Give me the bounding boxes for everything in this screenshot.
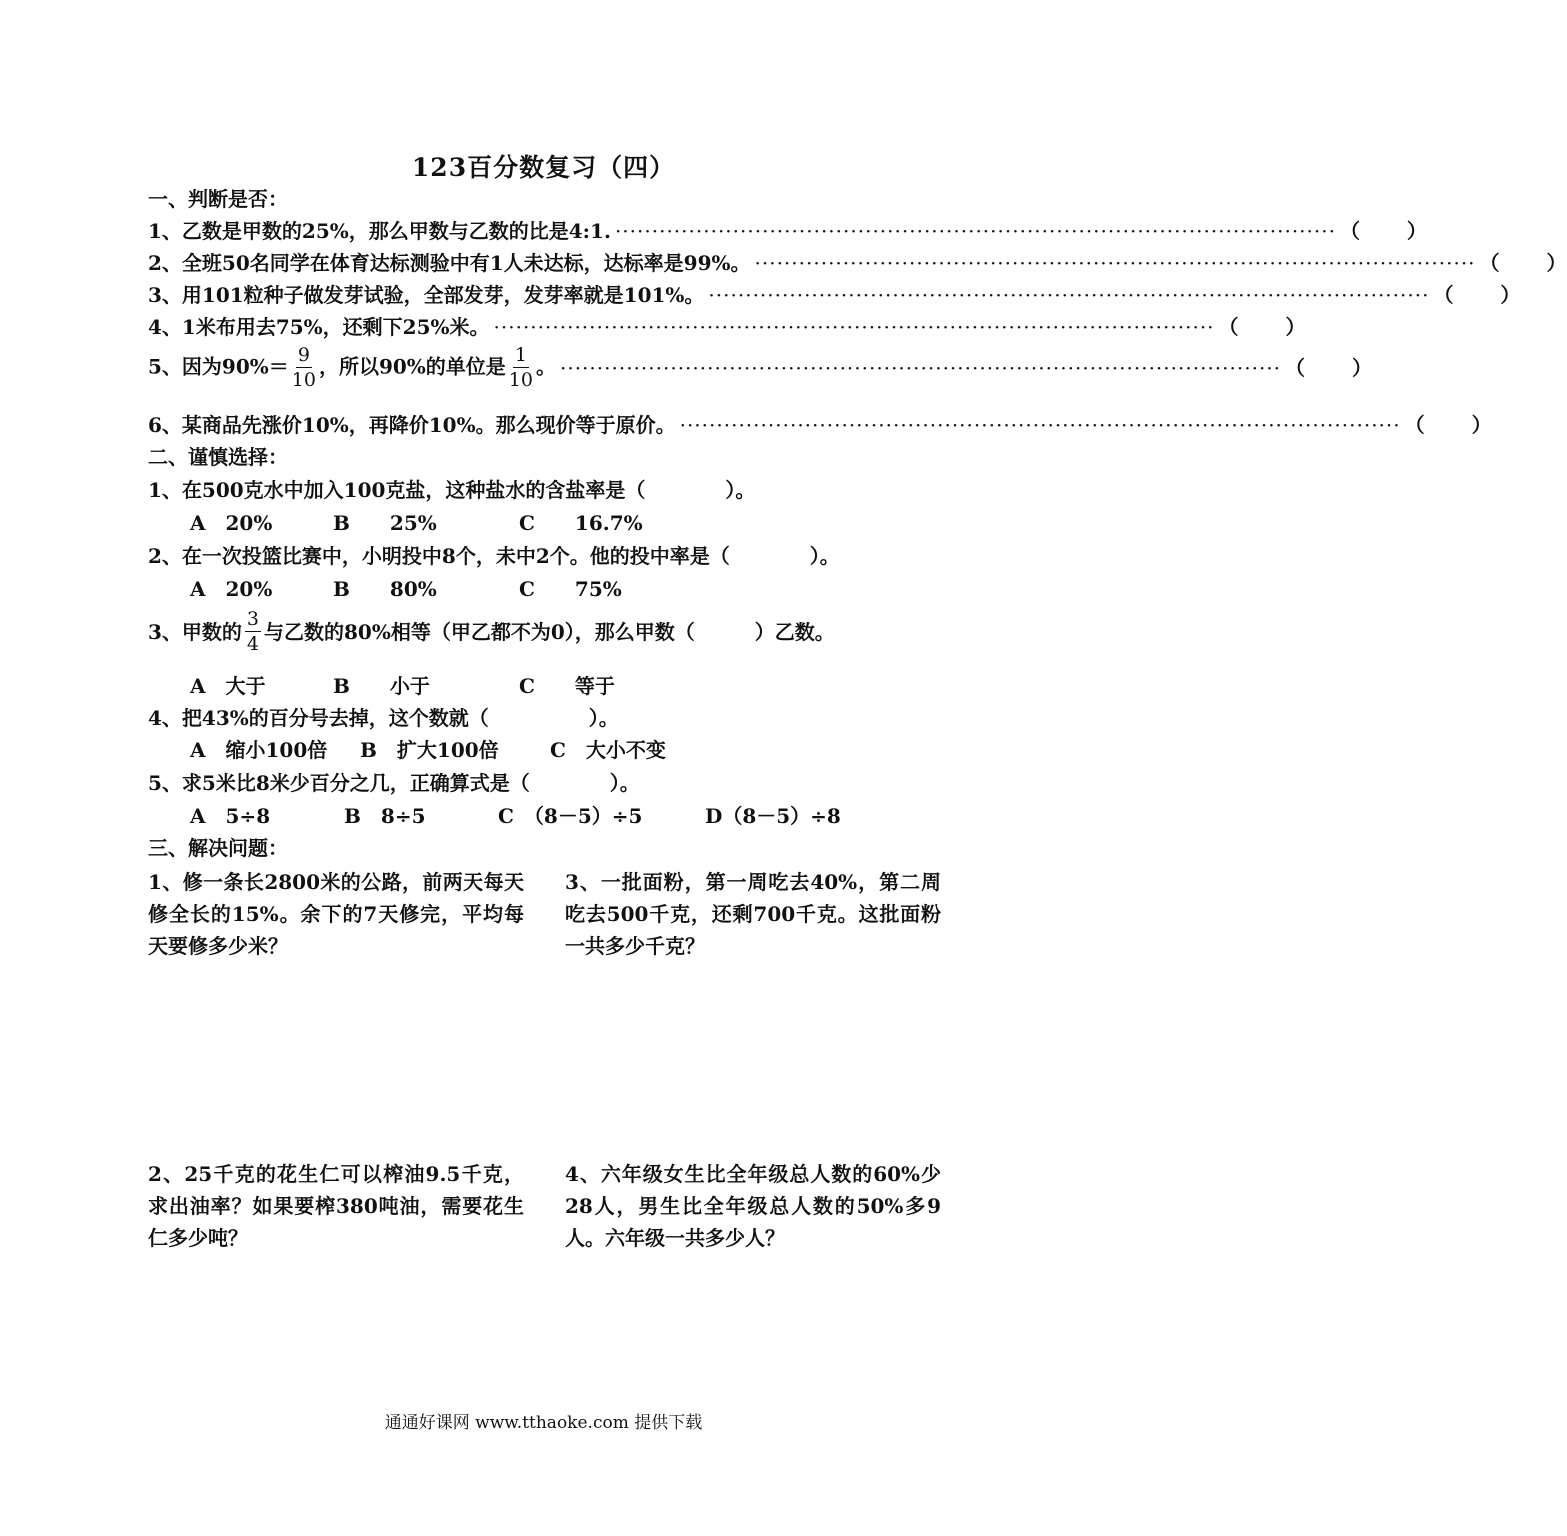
judge-text-part: ，所以90%的单位是	[318, 354, 506, 379]
judge-item-4	[148, 315, 1306, 339]
option-b: B 小于	[333, 674, 430, 698]
judge-text-part: 5、因为90%＝	[148, 354, 289, 379]
choice-options-5	[190, 804, 841, 828]
answer-paren: （ ）	[1404, 413, 1492, 437]
option-b: B 80%	[333, 577, 437, 601]
option-a: A 20%	[190, 511, 273, 535]
judge-item-text: 3、用101粒种子做发芽试验，全部发芽，发芽率就是101%。	[148, 283, 705, 307]
judge-text-part: 。	[535, 354, 556, 379]
option-c: C 大小不变	[550, 738, 666, 762]
choice-question-4: 4、把43%的百分号去掉，这个数就（ ）。	[148, 706, 619, 730]
answer-paren: （ ）	[1339, 219, 1427, 243]
option-a: A 大于	[190, 674, 266, 698]
fraction-numerator: 1	[514, 344, 527, 366]
option-c: C 75%	[519, 577, 622, 601]
fraction	[509, 346, 533, 390]
option-b: B 8÷5	[344, 804, 426, 828]
answer-paren: （ ）	[1479, 251, 1567, 275]
judge-item-text	[148, 346, 556, 390]
answer-paren: （ ）	[1285, 356, 1372, 380]
choice-options-2	[190, 577, 622, 601]
option-a: A 5÷8	[190, 804, 271, 828]
choice-options-3	[190, 674, 615, 698]
judge-item-6	[148, 413, 1492, 437]
option-d: D（8－5）÷8	[705, 804, 841, 828]
leader-dots: ··································································································	[754, 251, 1476, 275]
choice-options-1	[190, 511, 643, 535]
answer-paren: （ ）	[1218, 315, 1306, 339]
judge-item-text: 1、乙数是甲数的25%，那么甲数与乙数的比是4:1.	[148, 219, 611, 243]
option-c: C 16.7%	[519, 511, 643, 535]
choice-question-3	[148, 610, 835, 654]
option-b: B 25%	[333, 511, 437, 535]
judge-item-text: 6、某商品先涨价10%，再降价10%。那么现价等于原价。	[148, 413, 676, 437]
fraction-denominator: 10	[508, 369, 533, 391]
choice-question-5: 5、求5米比8米少百分之几，正确算式是（ ）。	[148, 771, 640, 795]
page-title: 123百分数复习（四）	[411, 153, 676, 182]
option-c: C 等于	[519, 674, 615, 698]
leader-dots: ··································································································	[708, 283, 1430, 307]
fraction	[292, 346, 316, 390]
judge-item-2	[148, 251, 1567, 275]
option-c: C （8－5）÷5	[498, 804, 643, 828]
question-text-part: 3、甲数的	[148, 620, 242, 644]
problem-3: 3、一批面粉，第一周吃去40%，第二周吃去500千克，还剩700千克。这批面粉一共多少千克？	[565, 870, 941, 958]
leader-dots: ··································································································	[493, 315, 1215, 339]
fraction-numerator: 9	[297, 344, 310, 366]
question-text-part: 与乙数的80%相等（甲乙都不为0），那么甲数（ ）乙数。	[264, 620, 835, 644]
fraction	[245, 610, 261, 654]
choice-options-4	[190, 738, 666, 762]
judge-item-3	[148, 283, 1521, 307]
option-b: B 扩大100倍	[360, 738, 499, 762]
fraction-numerator: 3	[246, 608, 260, 630]
section2-heading: 二、谨慎选择：	[148, 445, 288, 469]
leader-dots: ··································································································	[679, 413, 1401, 437]
judge-item-text: 2、全班50名同学在体育达标测验中有1人未达标，达标率是99%。	[148, 251, 751, 275]
leader-dots: ··································································································	[614, 219, 1336, 243]
judge-item-1	[148, 219, 1427, 243]
leader-dots: ··································································································	[559, 356, 1282, 380]
answer-paren: （ ）	[1433, 283, 1521, 307]
problem-1: 1、修一条长2800米的公路，前两天每天修全长的15%。余下的7天修完，平均每天要修多少米？	[148, 870, 524, 958]
section3-heading: 三、解决问题：	[148, 836, 288, 860]
section1-heading: 一、判断是否：	[148, 187, 288, 211]
problem-2: 2、25千克的花生仁可以榨油9.5千克，求出油率？如果要榨380吨油，需要花生仁多少吨？	[148, 1162, 524, 1250]
option-a: A 20%	[190, 577, 273, 601]
fraction-denominator: 4	[246, 633, 260, 655]
fraction-denominator: 10	[291, 369, 316, 391]
page-footer: 通通好课网 www.tthaoke.com 提供下载	[384, 1413, 703, 1433]
judge-item-5	[148, 344, 1372, 391]
judge-item-text: 4、1米布用去75%，还剩下25%米。	[148, 315, 490, 339]
option-a: A 缩小100倍	[190, 738, 328, 762]
choice-question-2: 2、在一次投篮比赛中，小明投中8个，未中2个。他的投中率是（ ）。	[148, 544, 840, 568]
problem-4: 4、六年级女生比全年级总人数的60%少28人，男生比全年级总人数的50%多9人。六年级一共多少人？	[565, 1162, 941, 1250]
choice-question-1: 1、在500克水中加入100克盐，这种盐水的含盐率是（ ）。	[148, 478, 756, 502]
